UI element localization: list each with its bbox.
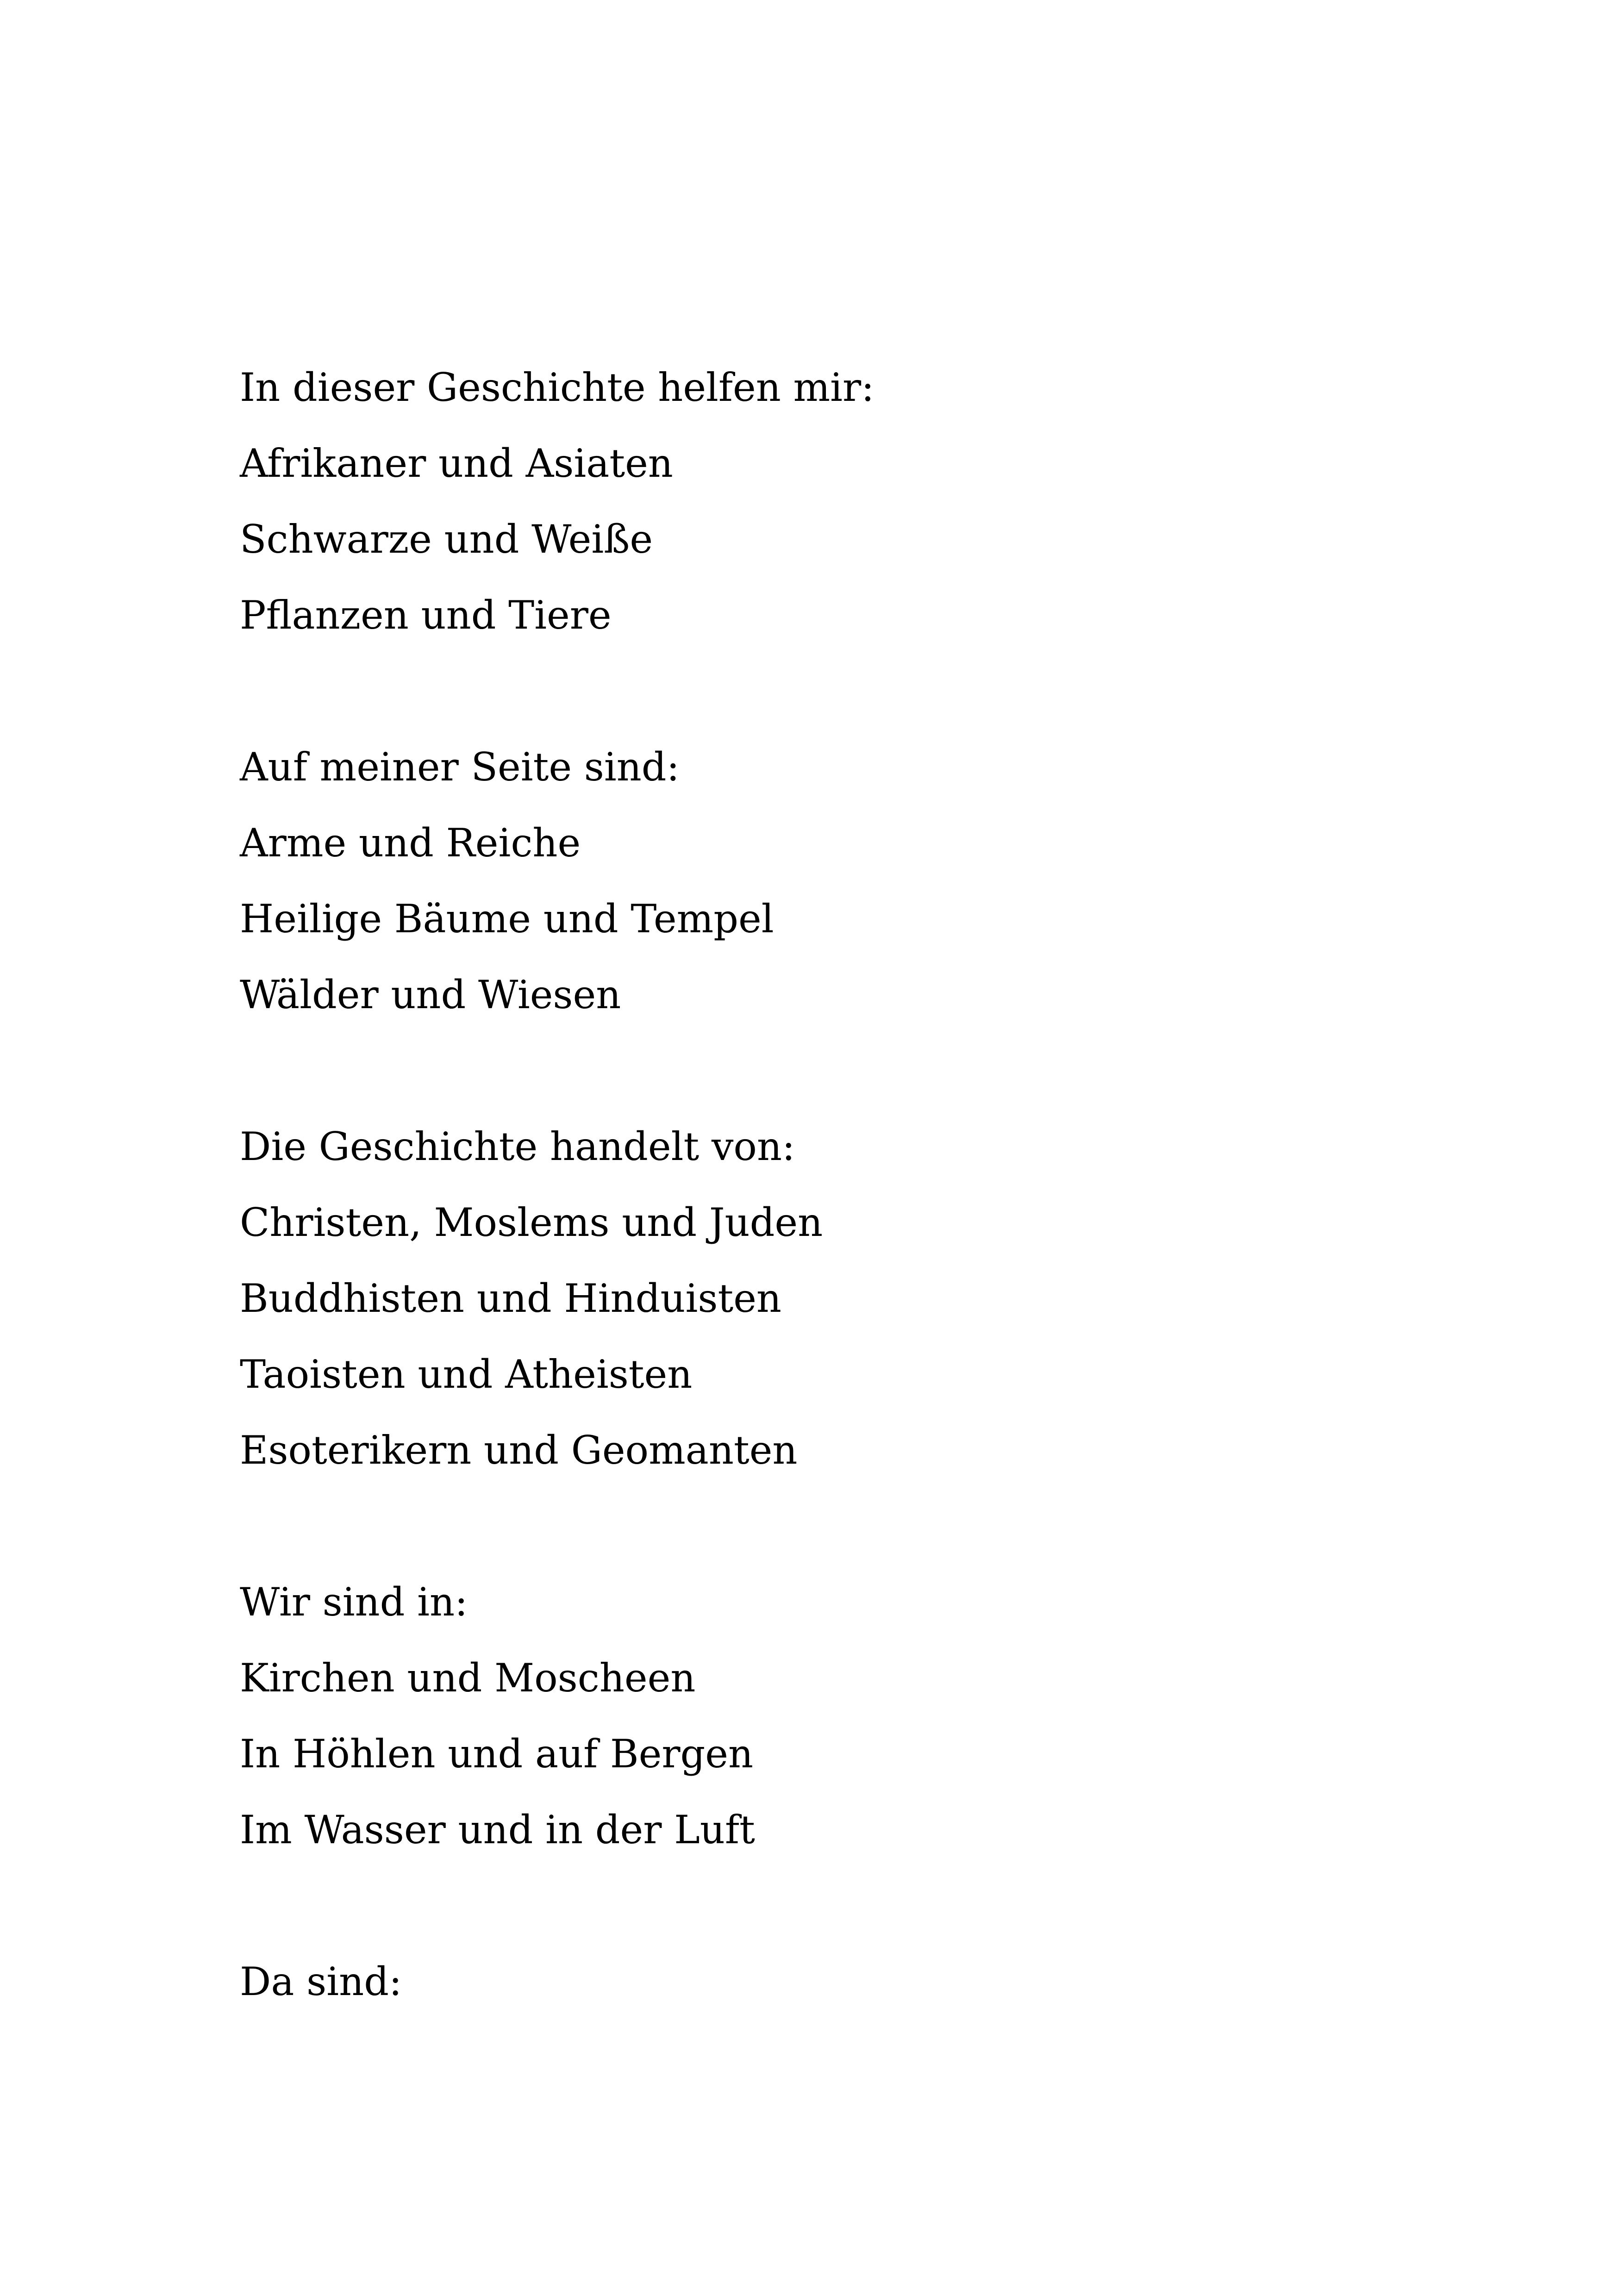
stanza-2-line-2: Arme und Reiche [240, 820, 581, 866]
stanza-5 [240, 1944, 1443, 2020]
stanza-1 [240, 349, 1443, 653]
stanza-2-line-1: Auf meiner Seite sind: [240, 744, 680, 790]
stanza-4-line-4: Im Wasser und in der Luft [240, 1807, 755, 1852]
poem-text [240, 349, 1443, 2020]
stanza-2-line-4: Wälder und Wiesen [240, 972, 621, 1017]
stanza-1-line-4: Pflanzen und Tiere [240, 592, 612, 638]
stanza-3-line-5: Esoterikern und Geomanten [240, 1428, 798, 1473]
stanza-3 [240, 1109, 1443, 1488]
stanza-4-line-3: In Höhlen und auf Bergen [240, 1731, 754, 1777]
stanza-1-line-2: Afrikaner und Asiaten [240, 441, 673, 486]
stanza-3-line-1: Die Geschichte handelt von: [240, 1124, 795, 1169]
stanza-4-line-1: Wir sind in: [240, 1579, 468, 1625]
stanza-3-line-3: Buddhisten und Hinduisten [240, 1276, 782, 1321]
stanza-2 [240, 729, 1443, 1033]
stanza-2-line-3: Heilige Bäume und Tempel [240, 896, 774, 942]
stanza-3-line-4: Taoisten und Atheisten [240, 1352, 693, 1397]
stanza-5-line-1: Da sind: [240, 1959, 402, 2004]
stanza-1-line-3: Schwarze und Weiße [240, 517, 653, 562]
stanza-3-line-2: Christen, Moslems und Juden [240, 1200, 823, 1245]
stanza-4-line-2: Kirchen und Moscheen [240, 1655, 696, 1701]
stanza-1-line-1: In dieser Geschichte helfen mir: [240, 365, 874, 410]
stanza-4 [240, 1564, 1443, 1868]
